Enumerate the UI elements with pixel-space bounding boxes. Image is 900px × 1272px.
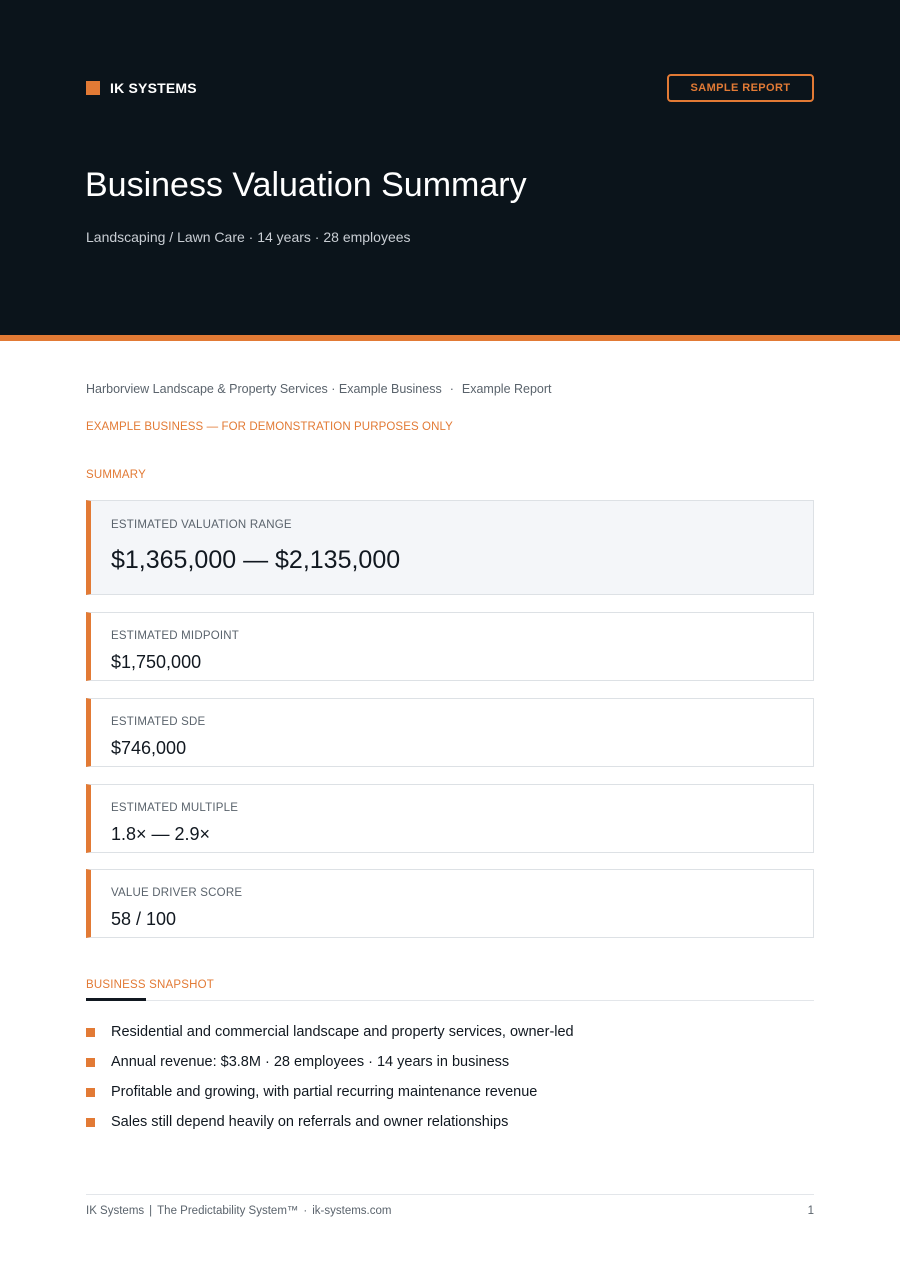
list-item (86, 1047, 574, 1077)
snapshot-divider (86, 1000, 814, 1001)
square-bullet-icon (86, 1028, 95, 1037)
valuation-range-value: $1,365,000 — $2,135,000 (111, 546, 401, 574)
footer-divider-glyph: | (149, 1205, 153, 1217)
list-item (86, 1017, 574, 1047)
business-name: Harborview Landscape & Property Services · Example Business (86, 382, 442, 396)
snapshot-divider-accent (86, 998, 146, 1001)
brand (86, 80, 197, 96)
sample-report-badge: SAMPLE REPORT (667, 74, 814, 102)
midpoint-card (86, 612, 814, 681)
multiple-label: ESTIMATED MULTIPLE (111, 802, 239, 814)
square-bullet-icon (86, 1058, 95, 1067)
page-subtitle: Landscaping / Lawn Care · 14 years · 28 employees (86, 229, 411, 245)
page-number: 1 (807, 1205, 814, 1217)
header-banner (0, 0, 900, 335)
page-title: Business Valuation Summary (85, 166, 527, 204)
footer-info (86, 1205, 391, 1217)
sde-value: $746,000 (111, 738, 187, 758)
footer-dot: · (303, 1205, 308, 1217)
brand-logo-icon (86, 81, 100, 95)
value-driver-value: 58 / 100 (111, 909, 177, 929)
midpoint-value: $1,750,000 (111, 652, 202, 672)
value-driver-label: VALUE DRIVER SCORE (111, 887, 243, 899)
sde-card (86, 698, 814, 767)
snapshot-section-label: BUSINESS SNAPSHOT (86, 979, 215, 991)
square-bullet-icon (86, 1118, 95, 1127)
valuation-range-card (86, 500, 814, 595)
list-item (86, 1077, 574, 1107)
brand-name: IK SYSTEMS (110, 80, 197, 96)
report-meta (86, 382, 552, 396)
header-accent-rule (0, 335, 900, 341)
footer-company: IK Systems (86, 1205, 145, 1217)
list-item-text: Sales still depend heavily on referrals and owner relationships (111, 1114, 509, 1130)
footer-divider (86, 1194, 814, 1195)
list-item (86, 1107, 574, 1137)
midpoint-label: ESTIMATED MIDPOINT (111, 630, 239, 642)
report-type: Example Report (461, 382, 552, 396)
footer-website-link[interactable]: ik-systems.com (312, 1205, 392, 1217)
snapshot-list (86, 1017, 574, 1137)
multiple-value: 1.8× — 2.9× (111, 824, 211, 844)
meta-separator: · (449, 382, 454, 396)
list-item-text: Residential and commercial landscape and property services, owner-led (111, 1024, 574, 1040)
list-item-text: Profitable and growing, with partial recurring maintenance revenue (111, 1084, 538, 1100)
square-bullet-icon (86, 1088, 95, 1097)
multiple-card (86, 784, 814, 853)
valuation-range-label: ESTIMATED VALUATION RANGE (111, 519, 292, 531)
disclaimer: EXAMPLE BUSINESS — FOR DEMONSTRATION PURPOSES ONLY (86, 421, 453, 433)
sde-label: ESTIMATED SDE (111, 716, 206, 728)
summary-section-label: SUMMARY (86, 469, 146, 481)
footer-tagline: The Predictability System™ (157, 1205, 299, 1217)
list-item-text: Annual revenue: $3.8M · 28 employees · 14 years in business (111, 1054, 510, 1070)
value-driver-card (86, 869, 814, 938)
